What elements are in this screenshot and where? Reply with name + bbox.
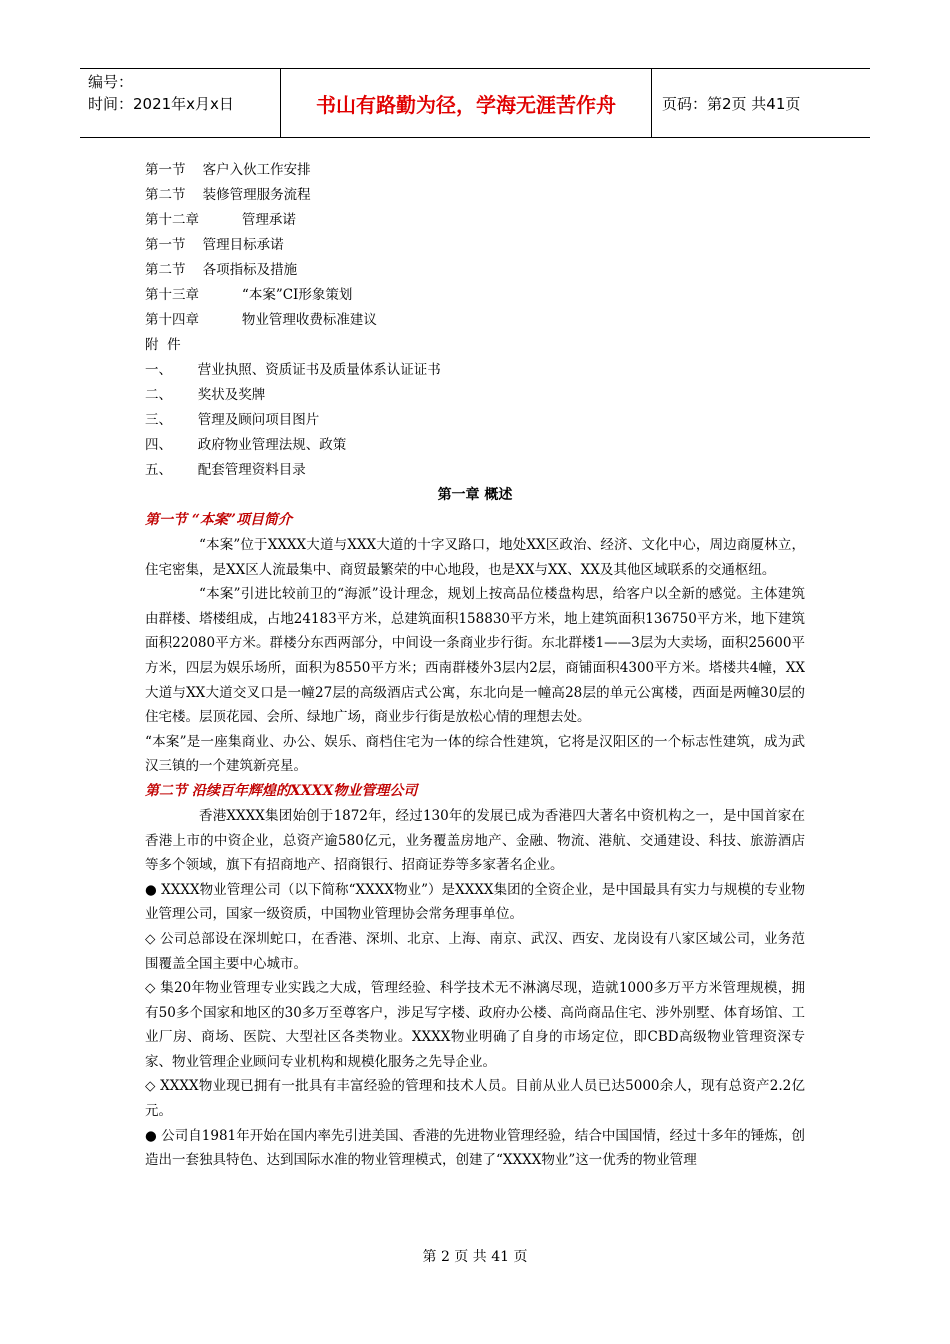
paragraph: “本案”引进比较前卫的“海派”设计理念，规划上按高品位楼盘构思，给客户以全新的感觉。主体建筑由群楼、塔楼组成，占地24183平方米，总建筑面积158830平方米，地上建筑面积136750平方米，地下建筑面积22080平方米。群楼分东西两部分，中间设一条商业步行街。东北群楼1——3层为大卖场，面积25600平方米，四层为娱乐场所，面积为8550平方米；西南群楼外3层内2层，商铺面积4300平方米。塔楼共4幢，XX大道与XX大道交叉口是一幢27层的高级酒店式公寓，东北向是一幢高28层的单元公寓楼，西面是两幢30层的住宅楼。层顶花园、会所、绿地广场，商业步行街是放松心情的理想去处。	[145, 586, 805, 726]
toc-line: 二、 奖状及奖牌	[145, 387, 266, 403]
section-title: 第一节 “本案”项目简介	[145, 512, 292, 528]
bullet-paragraph: ◇ XXXX物业现已拥有一批具有丰富经验的管理和技术人员。目前从业人员已达5000余人，现有总资产2.2亿元。	[145, 1078, 805, 1120]
paragraph: “本案”位于XXXX大道与XXX大道的十字叉路口，地处XX区政治、经济、文化中心，周边商厦林立，住宅密集，是XX区人流最集中、商贸最繁荣的中心地段，也是XX与XX、XX及其他区域联系的交通枢纽。	[145, 537, 805, 578]
toc-line: 第十四章 物业管理收费标准建议	[145, 312, 377, 328]
chapter-title: 第一章 概述	[437, 487, 513, 503]
doc-code-label: 编号：	[88, 73, 134, 91]
toc-line: 五、 配套管理资料目录	[145, 462, 306, 478]
toc-line: 四、 政府物业管理法规、政策	[145, 437, 347, 453]
header-motto: 书山有路勤为径，学海无涯苦作舟	[280, 69, 652, 137]
toc-line: 第二节 各项指标及措施	[145, 262, 298, 278]
toc-line: 第一节 管理目标承诺	[145, 237, 284, 253]
header-page-number: 页码：第2页 共41页	[662, 94, 801, 113]
toc-line: 第十二章 管理承诺	[145, 212, 296, 228]
bullet-paragraph: ● XXXX物业管理公司（以下简称“XXXX物业”）是XXXX集团的全资企业，是中国最具有实力与规模的专业物业管理公司，国家一级资质，中国物业管理协会常务理事单位。	[145, 881, 805, 923]
toc-line: 第十三章 “本案”CI形象策划	[145, 287, 353, 303]
bullet-paragraph: ◇ 公司总部设在深圳蛇口，在香港、深圳、北京、上海、南京、武汉、西安、龙岗设有八家区域公司，业务范围覆盖全国主要中心城市。	[145, 930, 805, 972]
page-header	[80, 68, 870, 138]
doc-date-label: 时间：2021年x月x日	[88, 95, 234, 113]
toc-line: 第二节 装修管理服务流程	[145, 187, 311, 203]
document-body	[145, 158, 805, 1173]
toc-line: 第一节 客户入伙工作安排	[145, 162, 311, 178]
page-footer: 第 2 页 共 41 页	[422, 1249, 528, 1265]
paragraph: “本案”是一座集商业、办公、娱乐、商档住宅为一体的综合性建筑，它将是汉阳区的一个标志性建筑，成为武汉三镇的一个建筑新亮星。	[145, 733, 805, 775]
toc-line: 一、 营业执照、资质证书及质量体系认证证书	[145, 362, 441, 378]
bullet-paragraph: ◇ 集20年物业管理专业实践之大成，管理经验、科学技术无不淋漓尽现，造就1000多万平方米管理规模，拥有50多个国家和地区的30多万至尊客户，涉足写字楼、政府办公楼、高尚商品住宅、涉外别墅、体育场馆、工业厂房、商场、医院、大型社区各类物业。XXXX物业明确了自身的市场定位，即CBD高级物业管理资深专家、物业管理企业顾问专业机构和规模化服务之先导企业。	[145, 980, 805, 1070]
paragraph: 香港XXXX集团始创于1872年，经过130年的发展已成为香港四大著名中资机构之一，是中国首家在香港上市的中资企业，总资产逾580亿元，业务覆盖房地产、金融、物流、港航、交通建设、科技、旅游酒店等多个领域，旗下有招商地产、招商银行、招商证券等多家著名企业。	[145, 807, 805, 874]
toc-line: 附 件	[145, 337, 181, 353]
toc-line: 三、 管理及顾问项目图片	[145, 412, 320, 428]
header-meta	[80, 69, 280, 137]
bullet-paragraph: ● 公司自1981年开始在国内率先引进美国、香港的先进物业管理经验，结合中国国情，经过十多年的锤炼，创造出一套独具特色、达到国际水准的物业管理模式，创建了“XXXX物业”这一优秀的物业管理	[145, 1127, 805, 1169]
section-title: 第二节 沿续百年辉煌的XXXX物业管理公司	[145, 782, 418, 799]
